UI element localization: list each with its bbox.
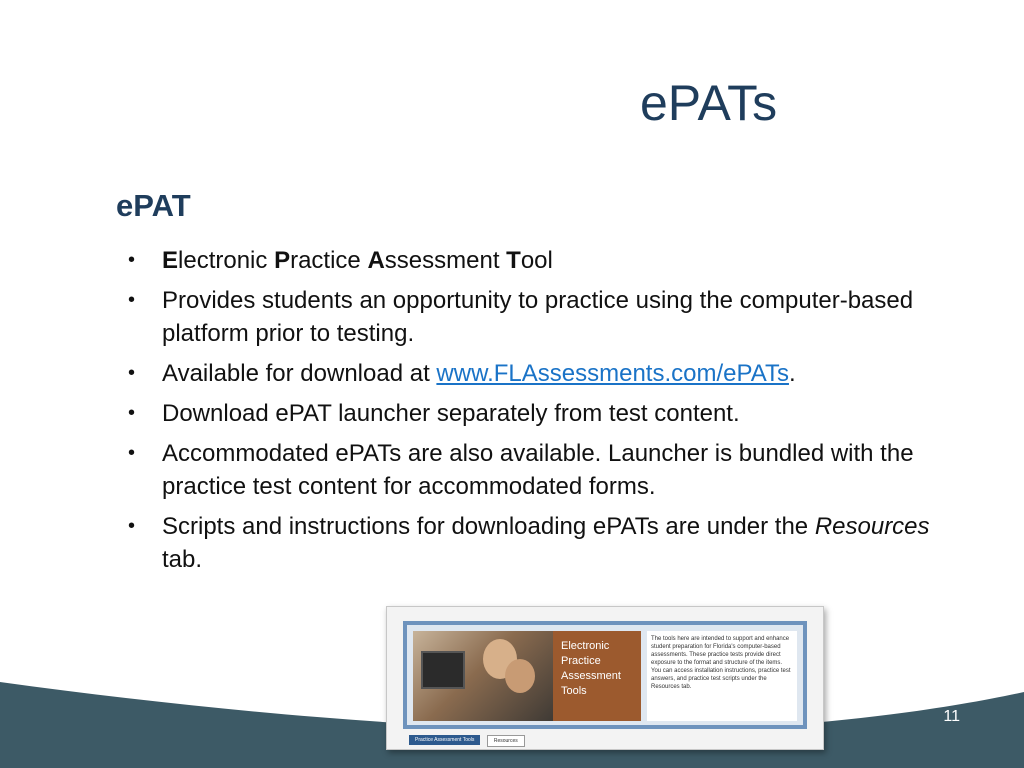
bullet-dot: • <box>128 515 136 537</box>
screenshot-tabs <box>409 735 527 747</box>
section-heading: ePAT <box>116 188 191 223</box>
slide-title: ePATs <box>640 75 778 131</box>
bullet-item <box>128 437 948 503</box>
bullet-dot: • <box>128 402 136 424</box>
bullet-text: Accommodated ePATs are also available. Launcher is bundled with the practice test content for accommodated forms. <box>162 440 914 500</box>
bullet-text: Download ePAT launcher separately from test content. <box>162 400 740 427</box>
acronym-letter: T <box>506 247 521 274</box>
tab-practice-assessment-tools: Practice Assessment Tools <box>409 735 480 745</box>
bullet-item <box>128 397 948 430</box>
bullet-dot: • <box>128 289 136 311</box>
epat-website-screenshot <box>386 606 824 750</box>
acronym-letter: A <box>367 247 385 274</box>
acronym-word: lectronic <box>178 247 275 274</box>
banner-line: Tools <box>561 685 587 697</box>
bullet-item <box>128 510 948 576</box>
bullet-dot: • <box>128 442 136 464</box>
bullet-acronym <box>128 244 948 277</box>
page-number: 11 <box>943 708 960 725</box>
epat-description: The tools here are intended to support and enhance student preparation for Florida's computer-based assessments. These practice tests provide direct exposure to the format and structure of the items. You can access installation instructions, practice test answers, and practice test scripts under the Resources tab. <box>647 631 797 721</box>
banner-line: Practice <box>561 655 601 667</box>
bullet-list <box>128 244 948 583</box>
bullet-item <box>128 284 948 350</box>
download-link[interactable]: www.FLAssessments.com/ePATs <box>436 360 789 387</box>
acronym-word: ssessment <box>384 247 507 274</box>
bullet-text: tab. <box>162 546 203 573</box>
acronym-letter: E <box>162 247 179 274</box>
screenshot-inner <box>407 625 803 725</box>
bullet-text: Provides students an opportunity to practice using the computer-based platform prior to testing. <box>162 287 914 347</box>
monitor-shape <box>421 651 465 689</box>
bullet-text: Scripts and instructions for downloading ePATs are under the <box>162 513 815 540</box>
banner-line: Assessment <box>561 670 621 682</box>
epat-banner <box>553 631 641 721</box>
bullet-dot: • <box>128 249 136 271</box>
bullet-text: . <box>788 360 796 387</box>
tab-resources: Resources <box>487 735 525 747</box>
students-photo <box>413 631 553 721</box>
banner-line: Electronic <box>561 640 610 652</box>
person-shape <box>505 659 535 693</box>
resources-tab-name: Resources <box>814 513 930 540</box>
bullet-dot: • <box>128 362 136 384</box>
bullet-item <box>128 357 948 390</box>
screenshot-panel <box>403 621 807 729</box>
bullet-text: Available for download at <box>162 360 437 387</box>
acronym-word: ractice <box>290 247 368 274</box>
acronym-letter: P <box>274 247 291 274</box>
acronym-word: ool <box>520 247 553 274</box>
